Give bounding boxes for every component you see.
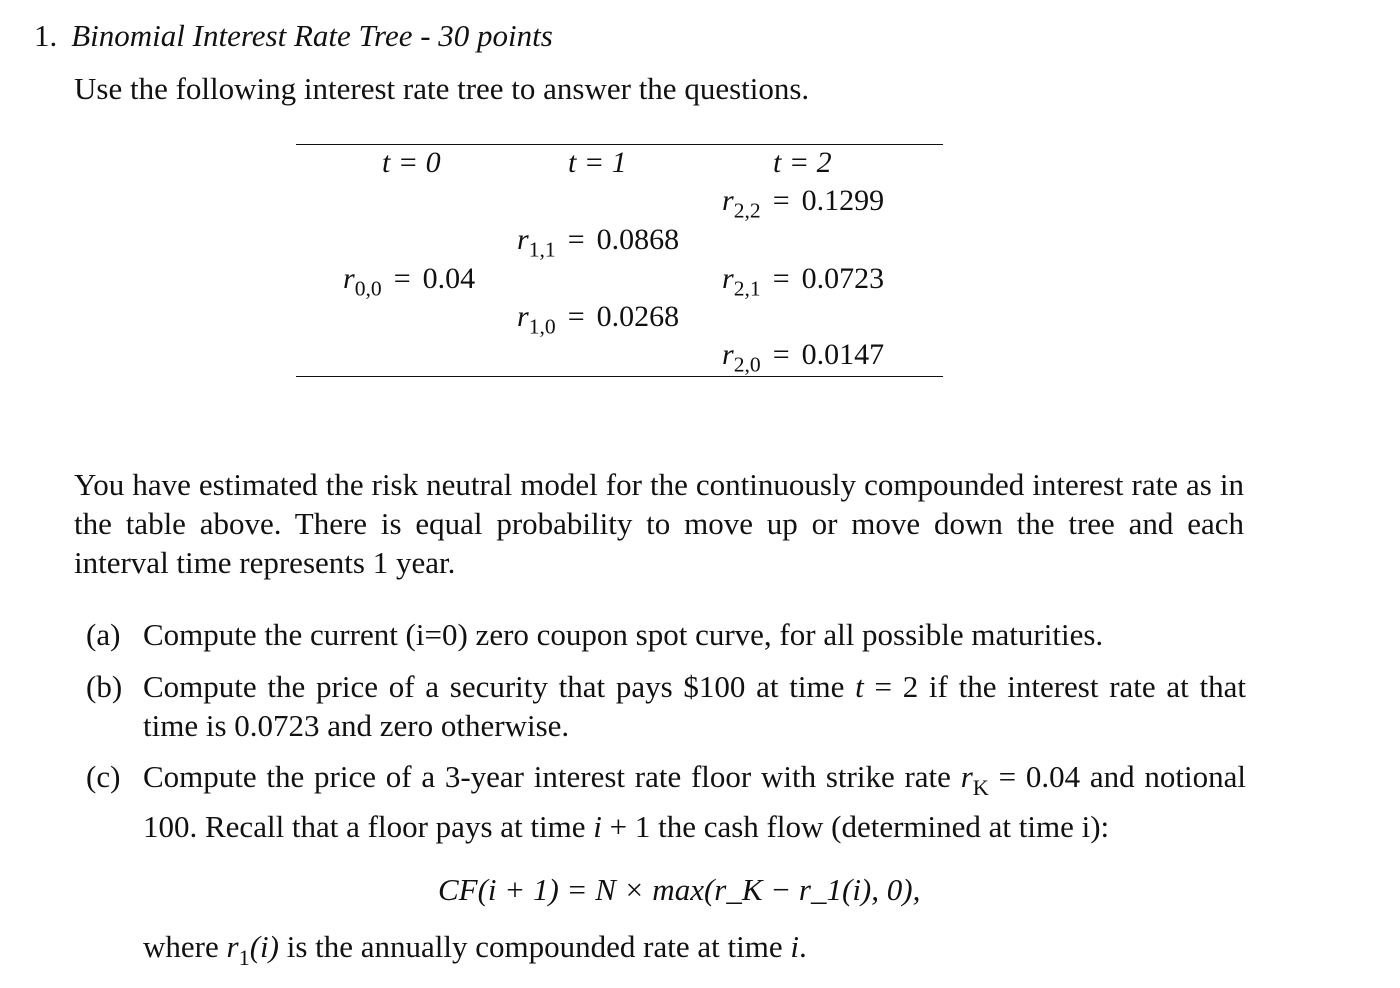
where-var: r — [226, 929, 239, 964]
node-r20-sub: 2,0 — [733, 352, 761, 377]
question-b-body — [143, 667, 1246, 745]
node-r22 — [722, 184, 884, 224]
node-r11-sub: 1,1 — [528, 237, 556, 262]
where-mid: is the annually compounded rate at time — [278, 929, 791, 964]
header-t2: t = 2 — [773, 146, 832, 179]
question-c-label: (c) — [86, 759, 121, 794]
question-b-pre: Compute the price of a security that pays $100 at time — [143, 669, 856, 704]
header-t1: t = 1 — [568, 146, 627, 179]
node-r11-sym: r — [517, 223, 529, 256]
node-r22-sym: r — [722, 184, 734, 217]
node-r00 — [343, 262, 475, 302]
where-end: . — [798, 929, 807, 964]
table-top-rule — [296, 144, 943, 145]
question-b — [86, 667, 1246, 745]
node-r00-sym: r — [343, 262, 355, 295]
node-r20 — [722, 338, 884, 378]
node-r22-eq: = — [772, 184, 790, 217]
node-r21 — [722, 262, 884, 302]
question-c-pre: Compute the price of a 3-year interest rate floor with strike rate — [143, 759, 961, 794]
node-r11 — [517, 223, 679, 263]
node-r21-sym: r — [722, 262, 734, 295]
question-a-text: Compute the current (i=0) zero coupon spot curve, for all possible maturities. — [143, 617, 1104, 652]
intro-text: Use the following interest rate tree to answer the questions. — [74, 71, 810, 106]
question-b-post: = 2 if the interest rate at that time is 0.0723 and zero otherwise. — [143, 669, 1246, 743]
node-r21-eq: = — [772, 262, 790, 295]
node-r20-eq: = — [772, 338, 790, 371]
node-r00-sub: 0,0 — [354, 276, 382, 301]
node-r00-eq: = — [393, 262, 411, 295]
node-r20-value: 0.0147 — [801, 338, 885, 371]
question-b-var: t — [855, 669, 864, 704]
question-c-var2: i — [593, 808, 602, 844]
question-c-post2: + 1 the cash flow (determined at time i): — [601, 808, 1110, 844]
problem-title-text: Binomial Interest Rate Tree - 30 points — [71, 18, 553, 53]
question-c-body — [143, 757, 1246, 846]
where-sub: 1 — [238, 944, 250, 970]
node-r10-sym: r — [517, 300, 529, 333]
node-r22-sub: 2,2 — [733, 198, 761, 223]
problem-title — [34, 18, 553, 54]
question-c-post1: = 0.04 and notional 100. Recall that a floor pays at time — [143, 759, 1246, 844]
node-r11-value: 0.0868 — [596, 223, 680, 256]
question-a — [86, 615, 1246, 654]
node-r10-value: 0.0268 — [596, 300, 680, 333]
where-clause — [143, 929, 807, 971]
node-r21-value: 0.0723 — [801, 262, 885, 295]
node-r22-value: 0.1299 — [801, 184, 885, 217]
node-r11-eq: = — [567, 223, 585, 256]
problem-number: 1. — [34, 18, 58, 53]
question-a-label: (a) — [86, 617, 121, 652]
node-r21-sub: 2,1 — [733, 276, 761, 301]
description-paragraph: You have estimated the risk neutral model for the continuously compounded interest rate as in the table above. There is equal probability to move up or move down the tree and each interval time represents 1 year. — [74, 467, 1244, 580]
node-r20-sym: r — [722, 338, 734, 371]
header-t0: t = 0 — [382, 146, 441, 179]
node-r10 — [517, 300, 679, 340]
question-b-label: (b) — [86, 669, 123, 704]
where-var2: i — [790, 929, 799, 964]
floor-cashflow-formula — [438, 872, 920, 908]
question-c-var: r — [960, 759, 973, 794]
where-pre: where — [143, 929, 227, 964]
question-c-sub: K — [972, 774, 989, 800]
question-c — [86, 757, 1246, 846]
node-r10-sub: 1,0 — [528, 314, 556, 339]
where-arg: (i) — [249, 929, 279, 964]
node-r00-value: 0.04 — [422, 262, 476, 295]
node-r10-eq: = — [567, 300, 585, 333]
formula-text: CF(i + 1) = N × max(r_K − r_1(i), 0), — [438, 872, 921, 907]
